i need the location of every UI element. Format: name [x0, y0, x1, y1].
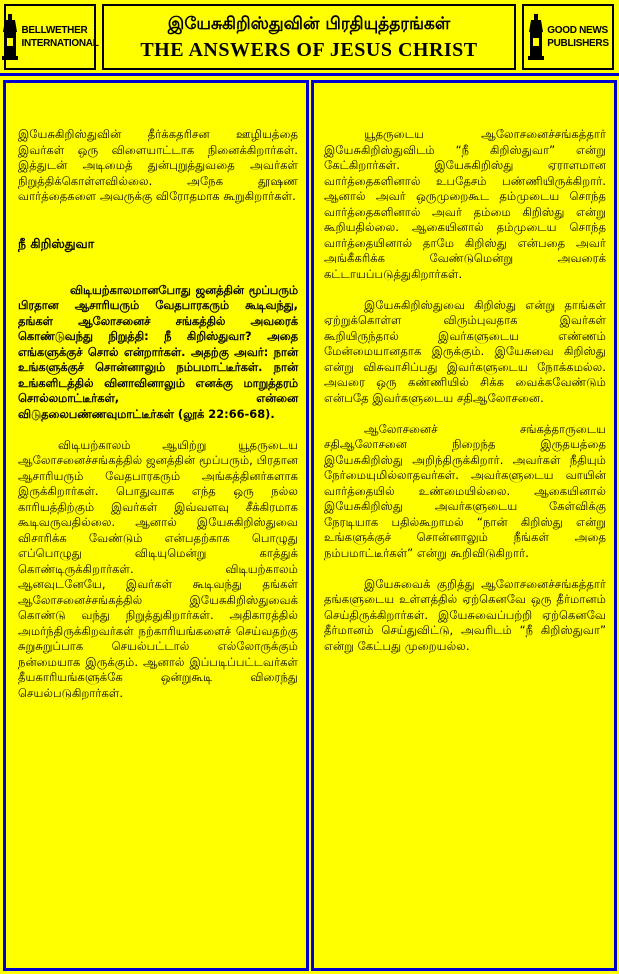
- header-banner: [0, 0, 619, 76]
- page-title-tamil: இயேசுகிறிஸ்துவின் பிரதியுத்தரங்கள்: [167, 14, 451, 34]
- bell-tower-icon: [527, 12, 545, 62]
- right-paragraph-2: இயேசுகிறிஸ்துவை கிறிஸ்து என்று தாங்கள் ஏற்றுக்கொள்ள விரும்புவதாக இவர்கள் கூறியிருந்தால் இவர்களுடைய எண்ணம் மேன்மையானதாக இருக்கும். இயேசுவை கிறிஸ்து என்று விசுவாசிப்பது இவர்களுடைய நோக்கமல்ல. அவரை ஒரு கண்ணியில் சிக்க வைக்கவேண்டும் என்பதே இவர்களுடைய சதிஆலோசனை.: [324, 297, 606, 405]
- right-column: [311, 80, 617, 971]
- logo-left-line2: INTERNATIONAL: [21, 38, 99, 49]
- page-title-english: THE ANSWERS OF JESUS CHRIST: [140, 39, 478, 61]
- body-paragraph: விடியற்காலம் ஆயிற்று யூதருடைய ஆலோசனைச்சங்கத்தில் ஜனத்தின் மூப்பரும், பிரதான ஆசாரியரும் வேதபாரகரும் அங்கத்தினர்களாக இருக்கிறார்கள். பொதுவாக எந்த ஒரு நல்ல காரியத்திற்கும் இவர்கள் இவ்வளவு சீக்கிரமாக கூடிவருவதில்லை. ஆனால் இயேசுகிறிஸ்துவை விசாரிக்க வேண்டும் என்பதற்காக பொழுது எப்பொழுது விடியுமென்று காத்துக் கொண்டிருக்கிறார்கள். விடியற்காலம் ஆனவுடனேயே, இவர்கள் கூடிவந்து தங்கள் ஆலோசனைச்சங்கத்தில் இயேசுகிறிஸ்துவைக் கொண்டு வந்து நிறுத்துகிறார்கள். அதிகாரத்தில் அமர்ந்திருக்கிறவர்கள் நற்காரியங்களைச் செய்வதற்கு சுறுசுறுப்பாக செயல்பட்டால் எல்லோருக்கும் நன்மையாக இருக்கும். ஆனால் இப்படிப்பட்டவர்கள் தீயகாரியங்களுக்கே ஒன்றுகூடி விரைந்து செயல்படுகிறார்கள்.: [18, 437, 298, 700]
- bell-tower-icon: [1, 12, 19, 62]
- scripture-text: விடியற்காலமானபோது ஜனத்தின் மூப்பரும் பிரதான ஆசாரியரும் வேதபாரகரும் கூடிவந்து, தங்கள் ஆலோசனைச் சங்கத்தில் அவரைக் கொண்டுவந்து நிறுத்தி: நீ கிறிஸ்துவா? அதை எங்களுக்குச் சொல் என்றார்கள். அதற்கு அவர்: நான் உங்களுக்குச் சொன்னாலும் நம்பமாட்டீர்கள். நான் உங்களிடத்தில் வினாவினாலும் எனக்கு மாறுத்தரம் சொல்லமாட்டீர்கள், என்னை விடுதலைபண்ணவுமாட்டீர்கள்: [18, 282, 298, 421]
- scripture-quote: [18, 283, 298, 423]
- scripture-reference: (லூக் 22:66-68).: [177, 406, 275, 421]
- right-paragraph-4: இயேசுவைக் குறித்து ஆலோசனைச்சங்கத்தார் தங்களுடைய உள்ளத்தில் ஏற்கெனவே ஒரு தீர்மானம் செய்திருக்கிறார்கள். இயேசுவைப்பற்றி ஏற்கெனவே தீர்மானம் செய்துவிட்டு, அவரிடம் “நீ கிறிஸ்துவா” என்று கேட்பது முறையல்ல.: [324, 576, 606, 653]
- left-column: [3, 80, 309, 971]
- logo-right-line1: GOOD NEWS: [547, 25, 608, 36]
- right-paragraph-1: யூதருடைய ஆலோசனைச்சங்கத்தார் இயேசுகிறிஸ்துவிடம் “நீ கிறிஸ்துவா” என்று கேட்கிறார்கள். இயேசுகிறிஸ்து ஏராளமான வார்த்தைகளினால் உபதேசம் பண்ணியிருக்கிறார். ஆனால் அவர் ஒருமுறைகூட தம்முடைய சொந்த வார்த்தைகளினால் அவர் தம்மை கிறிஸ்து என்று கூறியதில்லை. ஆகையினால் தம்முடைய சொந்த வார்த்தையினால் தாமே கிறிஸ்து என்பதை அவர் அங்கீகரிக்க வேண்டுமென்று அவரைக் கட்டாயப்படுத்துகிறார்கள்.: [324, 127, 606, 281]
- title-box: [102, 4, 516, 70]
- right-paragraph-3: ஆலோசனைச் சங்கத்தாருடைய சதிஆலோசனை நிறைந்த இருதயத்தை இயேசுகிறிஸ்து அறிந்திருக்கிறார். அவர்கள் நீதியும் நேர்மையுமில்லாதவர்கள். அவர்களுடைய வாயின் வார்த்தையில் உண்மையில்லை. ஆகையினால் இயேசுகிறிஸ்து அவர்களுடைய கேள்விக்கு நேரடியாக பதில்கூறாமல் “நான் கிறிஸ்து என்று உங்களுக்குச் சொன்னாலும் நீங்கள் அதை நம்பமாட்டீர்கள்” என்று கூறிவிடுகிறார்.: [324, 421, 606, 560]
- good-news-logo: [522, 4, 614, 70]
- bellwether-logo: [4, 4, 99, 70]
- logo-left-line1: BELLWETHER: [21, 25, 88, 36]
- section-heading: நீ கிறிஸ்துவா: [18, 235, 95, 251]
- intro-paragraph: இயேசுகிறிஸ்துவின் தீர்க்கதரிசன ஊழியத்தை இவர்கள் ஒரு விளையாட்டாக நினைக்கிறார்கள். இத்துடன் அடிமைத் துன்புறுத்துவதை அவர்கள் நிறுத்திக்கொள்ளவில்லை. அநேக தூஷண வார்த்தைகளை அவருக்கு விரோதமாக கூறுகிறார்கள்.: [18, 127, 298, 203]
- logo-right-line2: PUBLISHERS: [547, 38, 609, 49]
